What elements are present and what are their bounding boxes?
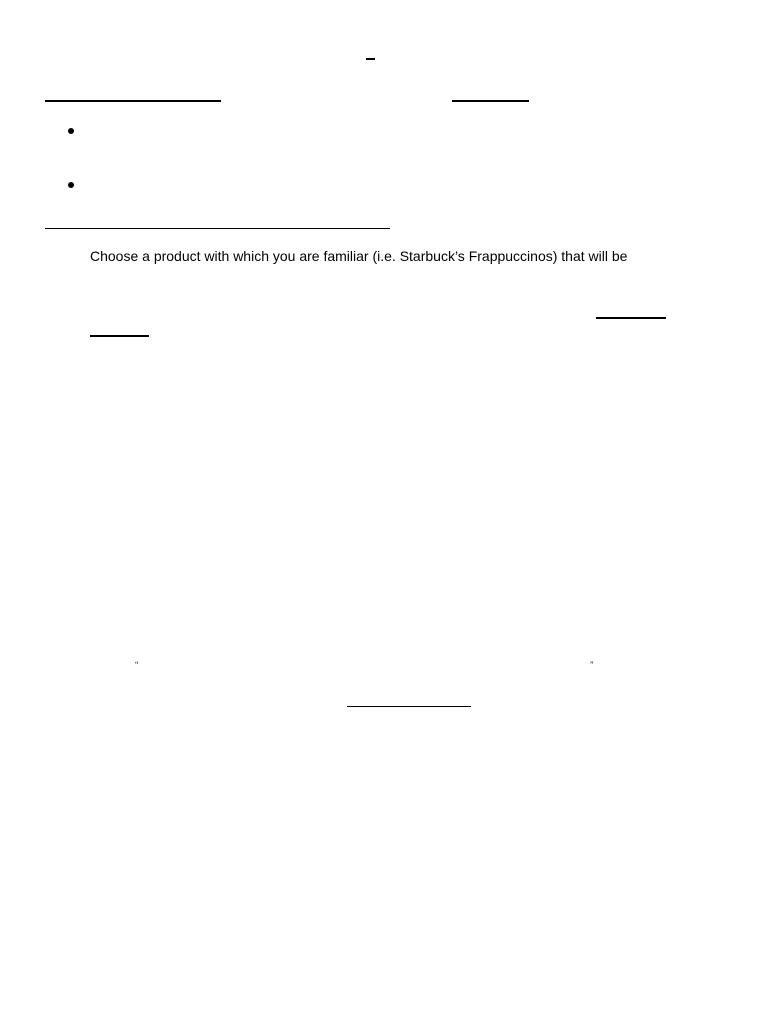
heading-underline-right [452, 100, 529, 102]
title-dash [366, 58, 375, 60]
close-quote-mark: ” [590, 660, 594, 669]
section-divider [45, 228, 390, 229]
underline-blank-2 [90, 335, 149, 337]
signature-underline [347, 706, 471, 707]
open-quote-mark: “ [135, 660, 139, 669]
underline-blank-1 [596, 317, 666, 319]
body-paragraph-line: Choose a product with which you are familiar (i.e. Starbuck’s Frappuccinos) that will be [90, 248, 628, 264]
bullet-point-1 [68, 128, 74, 134]
bullet-point-2 [68, 182, 74, 188]
heading-underline-left [45, 100, 221, 102]
